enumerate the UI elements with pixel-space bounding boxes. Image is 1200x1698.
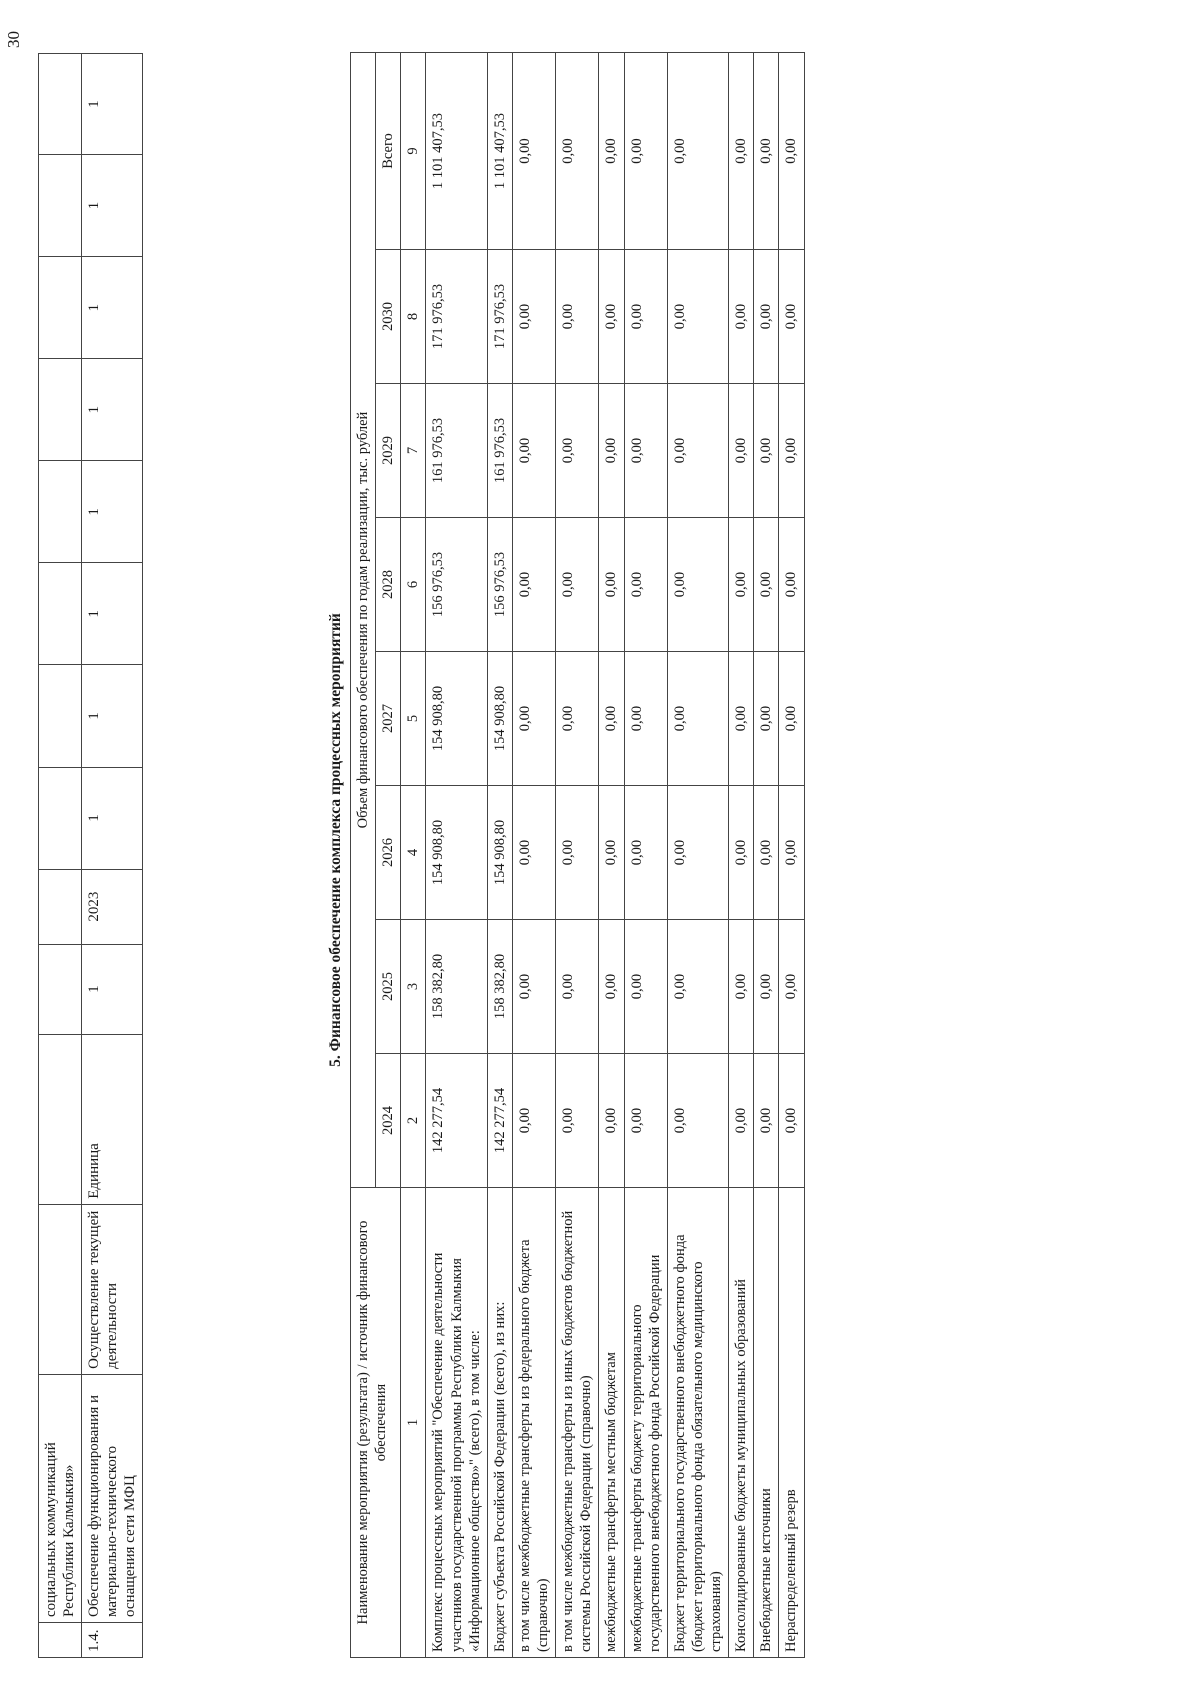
table-row <box>624 52 667 1657</box>
column-index: 3 <box>401 920 426 1054</box>
year-value: 0,00 <box>599 920 624 1054</box>
table-row <box>426 52 487 1657</box>
year-value: 0,00 <box>624 518 667 652</box>
total-value: 1 101 407,53 <box>487 52 512 249</box>
table-row <box>39 54 82 1658</box>
year-value: 0,00 <box>754 250 779 384</box>
year-value: 0,00 <box>512 920 555 1054</box>
year-value: 0,00 <box>729 518 754 652</box>
table-row <box>779 52 804 1657</box>
column-header-name: Наименование мероприятия (результата) / источник финансового обеспечения <box>351 1188 401 1658</box>
funding-source-name: межбюджетные трансферты местным бюджетам <box>599 1188 624 1658</box>
total-value: 1 101 407,53 <box>426 52 487 249</box>
year-value: 0,00 <box>667 384 728 518</box>
year-value: 154 908,80 <box>487 652 512 786</box>
year-value: 0,00 <box>779 250 804 384</box>
year-value: 1 <box>82 767 143 869</box>
table-row <box>512 52 555 1657</box>
indicator-name-continuation: социальных коммуникаций Республики Калмыкия» <box>39 1374 82 1622</box>
row-number: 1.4. <box>82 1622 143 1657</box>
year-value: 0,00 <box>754 920 779 1054</box>
column-index: 6 <box>401 518 426 652</box>
year-value: 0,00 <box>624 1054 667 1188</box>
year-value: 0,00 <box>667 920 728 1054</box>
total-value: 0,00 <box>729 52 754 249</box>
column-index: 4 <box>401 786 426 920</box>
year-value: 0,00 <box>729 250 754 384</box>
year-value: 0,00 <box>754 518 779 652</box>
unit: Единица <box>82 1034 143 1204</box>
base-value: 1 <box>82 944 143 1034</box>
column-header-year: 2028 <box>376 518 401 652</box>
column-index: 7 <box>401 384 426 518</box>
year-value: 142 277,54 <box>487 1054 512 1188</box>
column-header-year: 2030 <box>376 250 401 384</box>
funding-source-name: в том числе межбюджетные трансферты из иных бюджетов бюджетной системы Российской Федерации (справочно) <box>556 1188 599 1658</box>
total-value: 0,00 <box>556 52 599 249</box>
year-value: 0,00 <box>599 384 624 518</box>
total-value: 0,00 <box>779 52 804 249</box>
year-value: 0,00 <box>556 250 599 384</box>
section-title: 5. Финансовое обеспечение комплекса процессных мероприятий <box>327 613 344 1067</box>
column-index: 8 <box>401 250 426 384</box>
funding-source-name: Бюджет субъекта Российской Федерации (всего), из них: <box>487 1188 512 1658</box>
year-value: 0,00 <box>624 786 667 920</box>
year-value: 171 976,53 <box>487 250 512 384</box>
year-value: 0,00 <box>779 384 804 518</box>
column-index-row <box>401 52 426 1657</box>
year-value: 0,00 <box>556 786 599 920</box>
year-value: 156 976,53 <box>426 518 487 652</box>
base-year: 2023 <box>82 869 143 944</box>
year-value: 0,00 <box>599 518 624 652</box>
total-value: 0,00 <box>624 52 667 249</box>
year-value: 0,00 <box>754 652 779 786</box>
column-header-year: 2027 <box>376 652 401 786</box>
total-value: 0,00 <box>599 52 624 249</box>
funding-source-name: Бюджет территориального государственного внебюджетного фонда (бюджет территориального фонда обязательного медицинского страхования) <box>667 1188 728 1658</box>
year-value: 0,00 <box>667 786 728 920</box>
year-value: 0,00 <box>599 250 624 384</box>
year-value: 0,00 <box>779 786 804 920</box>
funding-source-name: в том числе межбюджетные трансферты из федерального бюджета (справочно) <box>512 1188 555 1658</box>
year-value: 0,00 <box>754 786 779 920</box>
year-value: 1 <box>82 563 143 665</box>
column-index: 1 <box>401 1188 426 1658</box>
year-value: 0,00 <box>556 920 599 1054</box>
funding-source-name: Консолидированные бюджеты муниципальных образований <box>729 1188 754 1658</box>
year-value: 0,00 <box>667 1054 728 1188</box>
year-value: 0,00 <box>512 652 555 786</box>
year-value: 0,00 <box>779 518 804 652</box>
year-value: 0,00 <box>556 1054 599 1188</box>
year-value: 0,00 <box>512 384 555 518</box>
column-header-group: Объем финансового обеспечения по годам реализации, тыс. рублей <box>351 52 376 1187</box>
year-value: 0,00 <box>512 518 555 652</box>
column-index: 2 <box>401 1054 426 1188</box>
year-value: 0,00 <box>779 1054 804 1188</box>
year-value: 0,00 <box>624 384 667 518</box>
year-value: 1 <box>82 257 143 359</box>
year-value: 0,00 <box>556 518 599 652</box>
year-value: 154 908,80 <box>426 652 487 786</box>
indicators-table-continuation <box>38 53 143 1658</box>
year-value: 0,00 <box>599 786 624 920</box>
year-value: 0,00 <box>779 652 804 786</box>
year-value: 0,00 <box>667 652 728 786</box>
year-value: 0,00 <box>599 1054 624 1188</box>
year-value: 171 976,53 <box>426 250 487 384</box>
year-value: 156 976,53 <box>487 518 512 652</box>
table-row <box>82 54 143 1658</box>
year-value: 0,00 <box>512 1054 555 1188</box>
year-value: 0,00 <box>729 1054 754 1188</box>
year-value: 0,00 <box>512 250 555 384</box>
column-index: 5 <box>401 652 426 786</box>
table-row <box>487 52 512 1657</box>
year-value: 0,00 <box>729 920 754 1054</box>
year-value: 1 <box>82 665 143 767</box>
page-number: 30 <box>4 31 23 48</box>
year-value: 0,00 <box>556 652 599 786</box>
year-value: 161 976,53 <box>487 384 512 518</box>
column-index: 9 <box>401 52 426 249</box>
rotated-page <box>0 30 1200 1670</box>
year-value: 0,00 <box>512 786 555 920</box>
table-row <box>599 52 624 1657</box>
year-value: 158 382,80 <box>487 920 512 1054</box>
year-value: 154 908,80 <box>487 786 512 920</box>
table-row <box>556 52 599 1657</box>
year-value: 0,00 <box>779 920 804 1054</box>
year-value: 0,00 <box>667 250 728 384</box>
year-value: 0,00 <box>556 384 599 518</box>
funding-source-name: межбюджетные трансферты бюджету территориального государственного внебюджетного фонда Российской Федерации <box>624 1188 667 1658</box>
year-value: 0,00 <box>729 786 754 920</box>
year-value: 0,00 <box>624 250 667 384</box>
year-value: 1 <box>82 54 143 155</box>
year-value: 1 <box>82 155 143 257</box>
funding-source-name: Комплекс процессных мероприятий "Обеспечение деятельности участников государственной программы Республики Калмыкия «Информационное общество»" (всего), в том числе: <box>426 1188 487 1658</box>
financing-table <box>350 52 805 1658</box>
table-row <box>729 52 754 1657</box>
year-value: 154 908,80 <box>426 786 487 920</box>
year-value: 161 976,53 <box>426 384 487 518</box>
year-value: 0,00 <box>624 920 667 1054</box>
column-header-year: 2025 <box>376 920 401 1054</box>
year-value: 1 <box>82 461 143 563</box>
column-header-total: Всего <box>376 52 401 249</box>
year-value: 0,00 <box>729 652 754 786</box>
funding-source-name: Нераспределенный резерв <box>779 1188 804 1658</box>
column-header-year: 2026 <box>376 786 401 920</box>
indicator-name: Обеспечение функционирования и материально-технического оснащения сети МФЦ <box>82 1374 143 1622</box>
year-value: 158 382,80 <box>426 920 487 1054</box>
year-value: 0,00 <box>754 1054 779 1188</box>
column-header-year: 2029 <box>376 384 401 518</box>
indicator-type: Осуществление текущей деятельности <box>82 1204 143 1374</box>
total-value: 0,00 <box>512 52 555 249</box>
total-value: 0,00 <box>754 52 779 249</box>
year-value: 0,00 <box>599 652 624 786</box>
column-header-year: 2024 <box>376 1054 401 1188</box>
year-value: 0,00 <box>729 384 754 518</box>
funding-source-name: Внебюджетные источники <box>754 1188 779 1658</box>
year-value: 0,00 <box>754 384 779 518</box>
year-value: 142 277,54 <box>426 1054 487 1188</box>
total-value: 0,00 <box>667 52 728 249</box>
year-value: 0,00 <box>624 652 667 786</box>
year-value: 1 <box>82 359 143 461</box>
table-header-row <box>351 52 376 1657</box>
table-row <box>667 52 728 1657</box>
year-value: 0,00 <box>667 518 728 652</box>
table-row <box>754 52 779 1657</box>
